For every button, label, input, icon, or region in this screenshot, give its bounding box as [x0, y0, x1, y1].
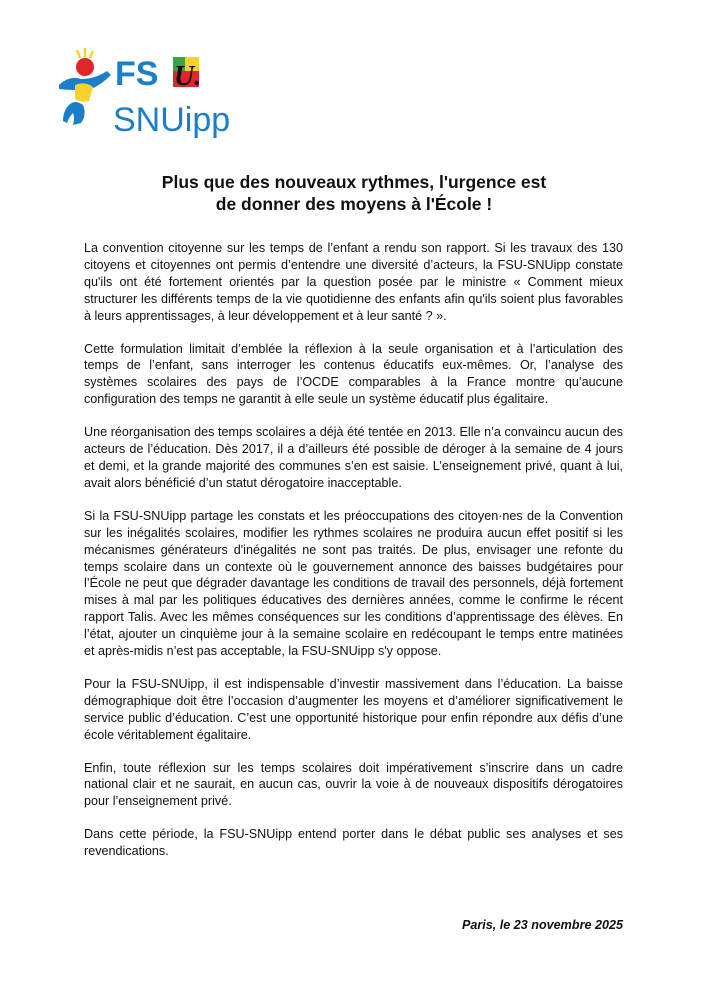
paragraph: Une réorganisation des temps scolaires a déjà été tentée en 2013. Elle n’a convaincu aucun des acteurs de l’éducation. Dès 2017, il a d’ailleurs été possible de déroger à la semaine de 4 jours et demi, et la grande majorité des communes s’en est saisie. L’enseignement privé, quant à lui, avait alors bénéficié d’un statut dérogatoire inacceptable. — [84, 425, 623, 490]
fsu-snuipp-logo — [55, 45, 235, 140]
svg-text:U.: U. — [174, 61, 202, 92]
child-figure-icon — [59, 48, 111, 125]
paragraph: Dans cette période, la FSU-SNUipp entend porter dans le débat public ses analyses et ses revendications. — [84, 827, 623, 859]
paragraph: La convention citoyenne sur les temps de l’enfant a rendu son rapport. Si les travaux des 130 citoyens et citoyennes ont permis d’entendre une diversité d’acteurs, la FSU-SNUipp constate qu'ils ont été fortement orientés par la question posée par le ministre « Comment mieux structurer les différents temps de la vie quotidienne des enfants afin qu'ils soient plus favorables à leurs apprentissages, à leur développement et à leur santé ? ». — [84, 241, 623, 323]
paragraph: Enfin, toute réflexion sur les temps scolaires doit impérativement s’inscrire dans un cadre national clair et ne saurait, en aucun cas, ouvrir la voie à de nouveaux dispositifs dérogatoires pour l’enseignement privé. — [84, 760, 623, 809]
paragraph: Cette formulation limitait d’emblée la réflexion à la seule organisation et à l’articulation des temps de l’enfant, sans interroger les contenus éducatifs eux-mêmes. Or, l’analyse des systèmes scolaires des pays de l’OCDE comparables à la France montre qu’aucune configuration des temps ne garantit à elle seule un système éducatif plus égalitaire. — [84, 341, 623, 407]
svg-text:FS: FS — [115, 55, 159, 93]
svg-text:SNUipp: SNUipp — [113, 101, 231, 139]
signature-date: Paris, le 23 novembre 2025 — [461, 918, 623, 932]
page-title — [84, 171, 624, 215]
paragraph: Si la FSU-SNUipp partage les constats et les préoccupations des citoyen·nes de la Convention sur les inégalités scolaires, modifier les rythmes scolaires ne produira aucun effet positif si les mécanismes générateurs d'inégalités ne sont pas traités. De plus, envisager une refonte du temps scolaire dans un contexte où le gouvernement annonce des baisses budgétaires pour l’École ne peut que dégrader davantage les conditions de travail des personnels, déjà fortement mises à mal par les politiques éducatives des dernières années, comme le confirme le récent rapport Talis. Avec les mêmes conséquences sur les conditions d’apprentissage des élèves. En l’état, ajouter un cinquième jour à la semaine scolaire en redécoupant le temps entre matinées et après-midis n’est pas acceptable, la FSU-SNUipp s'y oppose. — [84, 508, 623, 659]
paragraph: Pour la FSU-SNUipp, il est indispensable d’investir massivement dans l’éducation. La baisse démographique doit être l’occasion d’augmenter les moyens et d’améliorer significativement le service public d’éducation. C’est une opportunité historique pour enfin répondre aux défis d’une école véritablement égalitaire. — [84, 676, 623, 742]
document-body — [84, 240, 623, 876]
title-line-2: de donner des moyens à l'École ! — [215, 194, 493, 214]
title-line-1: Plus que des nouveaux rythmes, l'urgence est — [161, 172, 547, 192]
